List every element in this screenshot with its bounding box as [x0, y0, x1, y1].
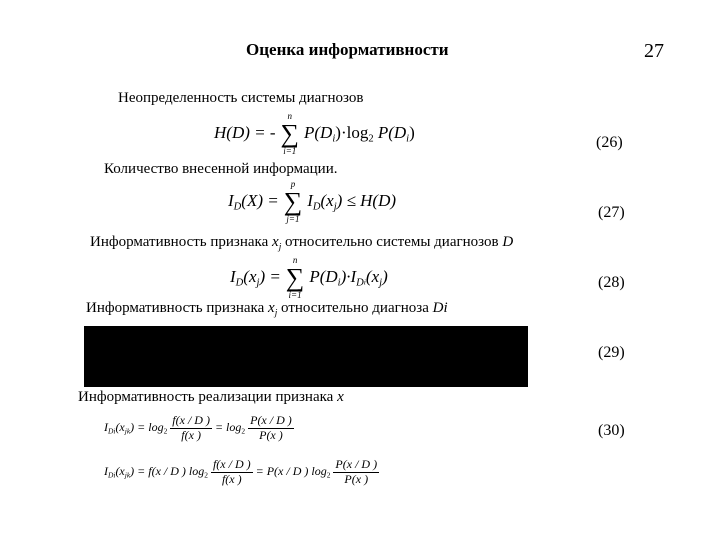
label-information-amount: Количество внесенной информации.	[104, 161, 338, 177]
formula-30b: $I_{Di}(x_{jk}) = f(x / D$ ) $\log_2$ $\frac{f(x / D )}{f(x )}$ = P(x / D ) $\log_2$ $\frac{P(x / D )}{P(x )}$	[104, 457, 378, 486]
page-number: 27	[644, 40, 664, 62]
formula-30a: $I_{Di}(x_{jk}) = \log_2$ $\frac{f(x / D )}{f(x )}$ = $\log_2$ $\frac{P(x / D )}{P(x )}$	[104, 413, 292, 442]
formula-27: $I_D(X)$ = p ∑ j=1 $I_D(x_j) \le H(D)$	[228, 179, 397, 224]
label-uncertainty: Неопределенность системы диагнозов	[118, 90, 364, 106]
label-informativeness-system: Информативность признака $x_j$ относительно системы диагнозов D	[90, 234, 514, 253]
redacted-formula-block	[84, 326, 528, 387]
eq-number-27-visible: (27)	[598, 204, 625, 221]
eq-number-29: (29)	[598, 344, 625, 361]
eq-number-30: (30)	[598, 422, 625, 439]
formula-28: $I_D(x_j)$ = n ∑ i=1 $P(D_i)\cdot I_{Di}(x_j)$	[230, 255, 388, 300]
formula-26: H(D) = - n ∑ i=1 $P(D_i)\cdot\log_2$ $P(D_i)$	[214, 111, 415, 156]
label-feature-realization: Информативность реализации признака x	[78, 389, 344, 405]
eq-number-28: (28)	[598, 274, 625, 291]
label-informativeness-diagnosis: Информативность признака $x_j$ относительно диагноза Di	[86, 300, 448, 319]
eq-number-26: (26)	[596, 134, 623, 151]
page-title: Оценка информативности	[246, 40, 449, 59]
